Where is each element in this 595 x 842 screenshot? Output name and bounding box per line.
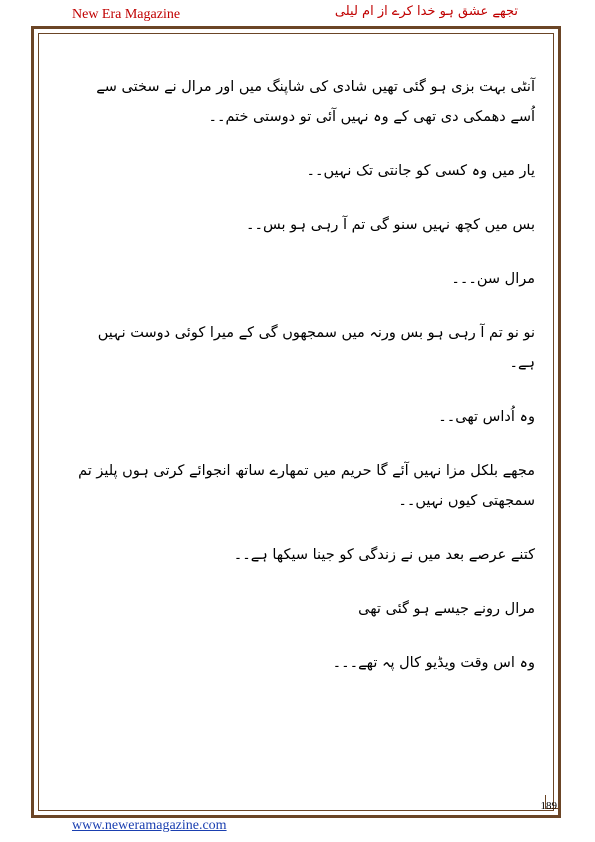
paragraph: کتنے عرصے بعد میں نے زندگی کو جینا سیکھا ہے۔۔ xyxy=(233,547,535,563)
novel-title: تجھے عشق ہو خدا کرے از ام لیلی xyxy=(334,4,518,19)
paragraph: بس میں کچھ نہیں سنو گی تم آ رہی ہو بس۔۔ xyxy=(246,217,535,233)
paragraph: یار میں وہ کسی کو جانتی تک نہیں۔۔ xyxy=(306,163,535,179)
magazine-name: New Era Magazine xyxy=(72,7,181,22)
paragraph: وہ اُداس تھی۔۔ xyxy=(438,409,535,425)
page-number: 189 xyxy=(540,800,557,812)
website-link[interactable]: www.neweramagazine.com xyxy=(72,818,227,833)
paragraph: وہ اس وقت ویڈیو کال پہ تھے۔۔۔ xyxy=(332,655,535,671)
paragraph: نو نو تم آ رہی ہو بس ورنہ میں سمجھوں گی کے میرا کوئی دوست نہیں ہے۔ xyxy=(97,325,535,371)
paragraph: مرال سن۔۔۔ xyxy=(451,271,535,287)
paragraph: مجھے بلکل مزا نہیں آئے گا حریم میں تمھارے ساتھ انجوائے کرتی ہوں پلیز تم سمجھتی کیوں نہیں۔۔ xyxy=(78,463,535,509)
story-text xyxy=(75,72,535,702)
paragraph: آنٹی بہت بزی ہو گئی تھیں شادی کی شاپنگ میں اور مرال نے سختی سے اُسے دھمکی دی تھی کے وہ نہیں آئی تو دوستی ختم۔۔ xyxy=(96,79,535,125)
paragraph: مرال رونے جیسے ہو گئی تھی xyxy=(358,601,535,617)
